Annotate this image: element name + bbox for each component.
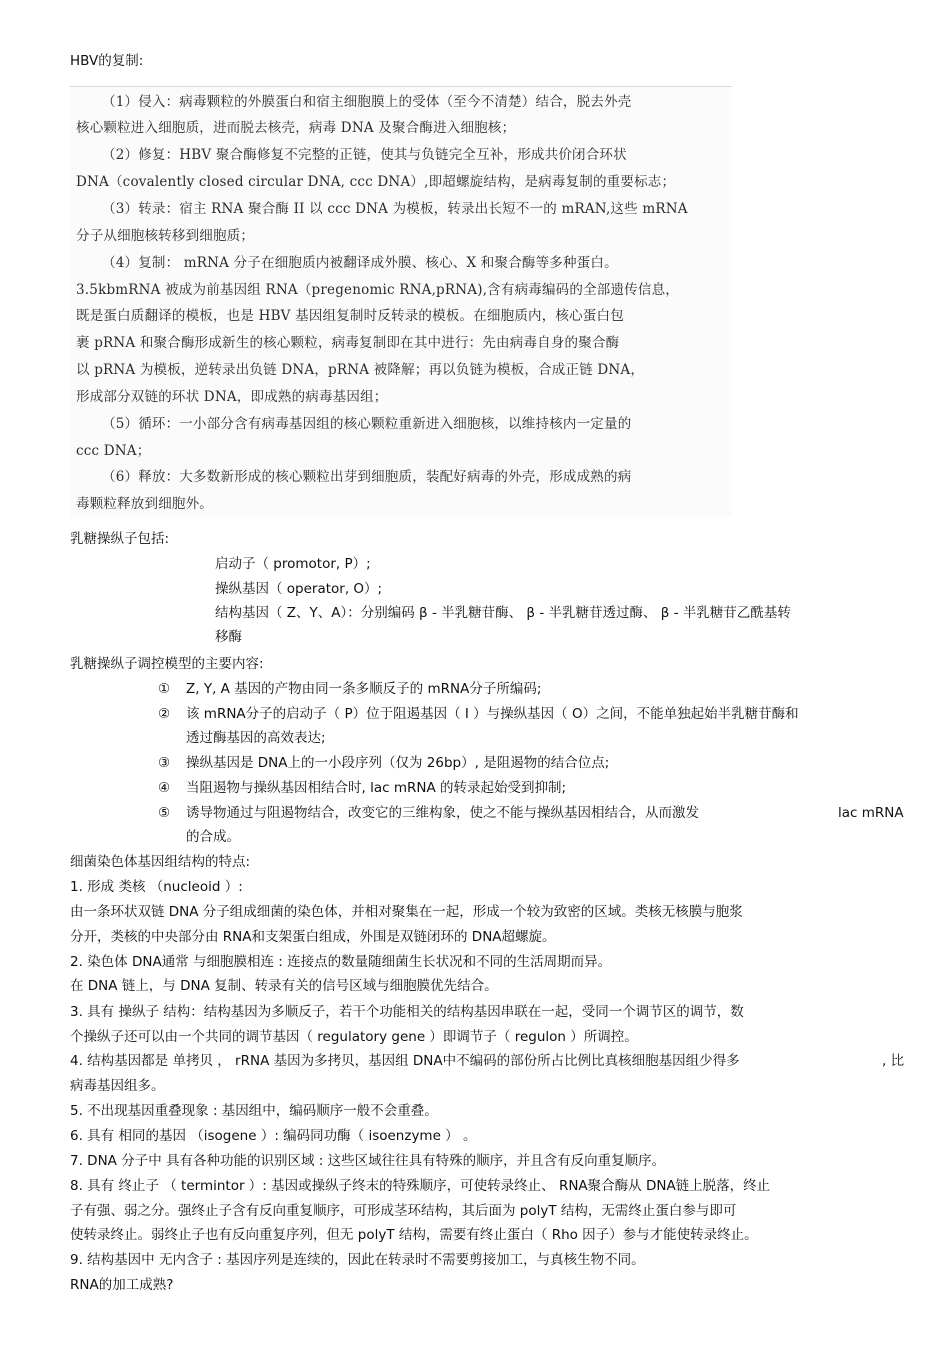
- bact-line: 7. DNA 分子中 具有各种功能的识别区域 : 这些区域往往具有特殊的顺序，并且含有反向重复顺序。: [70, 1153, 666, 1169]
- model-item-tail: lac mRNA: [838, 805, 904, 821]
- model-item: 诱导物通过与阻遏物结合，改变它的三维构象，使之不能与操纵基因相结合，从而激发: [186, 805, 699, 821]
- scan-line: ccc DNA；: [76, 443, 151, 459]
- list-marker: ⑤: [158, 805, 171, 821]
- model-item: 当阻遏物与操纵基因相结合时, lac mRNA 的转录起始受到抑制;: [186, 780, 567, 796]
- model-item-cont: 的合成。: [186, 829, 240, 845]
- scan-line: 以 pRNA 为模板，逆转录出负链 DNA，pRNA 被降解；再以负链为模板，合成正链 DNA，: [76, 362, 645, 378]
- model-item: Z, Y, A 基因的产物由同一条多顺反子的 mRNA分子所编码;: [186, 681, 542, 697]
- scan-line: （1）侵入：病毒颗粒的外膜蛋白和宿主细胞膜上的受体（至今不清楚）结合，脱去外壳: [102, 94, 632, 110]
- bact-line-tail: , 比: [882, 1053, 905, 1069]
- lac-item-operator: 操纵基因（ operator, O）;: [215, 581, 383, 597]
- bact-line: 3. 具有 操纵子 结构：结构基因为多顺反子，若干个功能相关的结构基因串联在一起，受同一个调节区的调节，数: [70, 1004, 744, 1020]
- bact-line: 个操纵子还可以由一个共同的调节基因（ regulatory gene ）即调节子（ regulon ）所调控。: [70, 1029, 638, 1045]
- scan-line: 毒颗粒释放到细胞外。: [76, 496, 213, 512]
- lac-item-structural-genes-cont: 移酶: [215, 629, 242, 645]
- bact-line: 分开，类核的中央部分由 RNA和支架蛋白组成，外围是双链闭环的 DNA超螺旋。: [70, 929, 556, 945]
- bact-line: 4. 结构基因都是 单拷贝 ， rRNA 基因为多拷贝，基因组 DNA中不编码的部份所占比例比真核细胞基因组少得多: [70, 1053, 740, 1069]
- model-item: 操纵基因是 DNA上的一小段序列（仅为 26bp）, 是阻遏物的结合位点;: [186, 755, 610, 771]
- bact-line: 6. 具有 相同的基因 （isogene ）: 编码同功酶（ isoenzyme ） 。: [70, 1128, 477, 1144]
- model-item-cont: 透过酶基因的高效表达;: [186, 730, 326, 746]
- bact-line: 在 DNA 链上，与 DNA 复制、转录有关的信号区域与细胞膜优先结合。: [70, 978, 498, 994]
- scan-line: （4）复制： mRNA 分子在细胞质内被翻译成外膜、核心、X 和聚合酶等多种蛋白。: [102, 255, 618, 271]
- bact-line: 子有强、弱之分。强终止子含有反向重复顺序，可形成茎环结构，其后面为 polyT 结构，无需终止蛋白参与即可: [70, 1203, 737, 1219]
- scan-line: 分子从细胞核转移到细胞质；: [76, 228, 255, 244]
- list-marker: ②: [158, 706, 171, 722]
- scan-line: 裹 pRNA 和聚合酶形成新生的核心颗粒，病毒复制即在其中进行：先由病毒自身的聚合酶: [76, 335, 620, 351]
- bact-line: 2. 染色体 DNA通常 与细胞膜相连 : 连接点的数量随细菌生长状况和不同的生活周期而异。: [70, 954, 612, 970]
- lac-item-structural-genes: 结构基因（ Z、Y、A）：分别编码 β - 半乳糖苷酶、 β - 半乳糖苷透过酶、 β - 半乳糖苷乙酰基转: [215, 605, 791, 621]
- scan-line: 形成部分双链的环状 DNA，即成熟的病毒基因组；: [76, 389, 388, 405]
- rna-heading: RNA的加工成熟?: [70, 1277, 174, 1293]
- list-marker: ①: [158, 681, 171, 697]
- hbv-scanned-excerpt: [70, 86, 732, 517]
- model-heading: 乳糖操纵子调控模型的主要内容:: [70, 656, 264, 672]
- scan-line: （6）释放：大多数新形成的核心颗粒出芽到细胞质，装配好病毒的外壳，形成成熟的病: [102, 469, 632, 485]
- scan-line: 既是蛋白质翻译的模板，也是 HBV 基因组复制时反转录的模板。在细胞质内，核心蛋白包: [76, 308, 624, 324]
- scan-line: 3.5kbmRNA 被成为前基因组 RNA（pregenomic RNA,pRNA),含有病毒编码的全部遗传信息，: [76, 282, 679, 298]
- lac-heading: 乳糖操纵子包括:: [70, 531, 170, 547]
- scan-line: 核心颗粒进入细胞质，进而脱去核壳，病毒 DNA 及聚合酶进入细胞核；: [76, 120, 516, 136]
- scan-line: （2）修复：HBV 聚合酶修复不完整的正链，使其与负链完全互补，形成共价闭合环状: [102, 147, 627, 163]
- bact-line: 8. 具有 终止子 （ termintor ）: 基因或操纵子终末的特殊顺序，可使转录终止、 RNA聚合酶从 DNA链上脱落，终止: [70, 1178, 771, 1194]
- bact-line: 病毒基因组多。: [70, 1078, 165, 1094]
- bact-line: 使转录终止。弱终止子也有反向重复序列，但无 polyT 结构，需要有终止蛋白（ Rho 因子）参与才能使转录终止。: [70, 1227, 758, 1243]
- bact-line: 5. 不出现基因重叠现象 : 基因组中，编码顺序一般不会重叠。: [70, 1103, 438, 1119]
- scan-line: （3）转录：宿主 RNA 聚合酶 II 以 ccc DNA 为模板，转录出长短不一的 mRAN,这些 mRNA: [102, 201, 688, 217]
- model-item: 该 mRNA分子的启动子（ P）位于阻遏基因（ I ）与操纵基因（ O）之间，不能单独起始半乳糖苷酶和: [186, 706, 799, 722]
- hbv-heading: HBV的复制:: [70, 53, 144, 69]
- scan-line: DNA（covalently closed circular DNA, ccc DNA）,即超螺旋结构，是病毒复制的重要标志；: [76, 174, 676, 190]
- bact-heading: 细菌染色体基因组结构的特点:: [70, 854, 251, 870]
- bact-line: 9. 结构基因中 无内含子 : 基因序列是连续的，因此在转录时不需要剪接加工，与真核生物不同。: [70, 1252, 645, 1268]
- scan-line: （5）循环：一小部分含有病毒基因组的核心颗粒重新进入细胞核，以维持核内一定量的: [102, 416, 632, 432]
- lac-item-promoter: 启动子（ promotor, P）;: [215, 556, 371, 572]
- list-marker: ④: [158, 780, 171, 796]
- bact-line: 由一条环状双链 DNA 分子组成细菌的染色体，并相对聚集在一起，形成一个较为致密的区域。类核无核膜与胞浆: [70, 904, 743, 920]
- bact-line: 1. 形成 类核 （nucleoid ）:: [70, 879, 243, 895]
- list-marker: ③: [158, 755, 171, 771]
